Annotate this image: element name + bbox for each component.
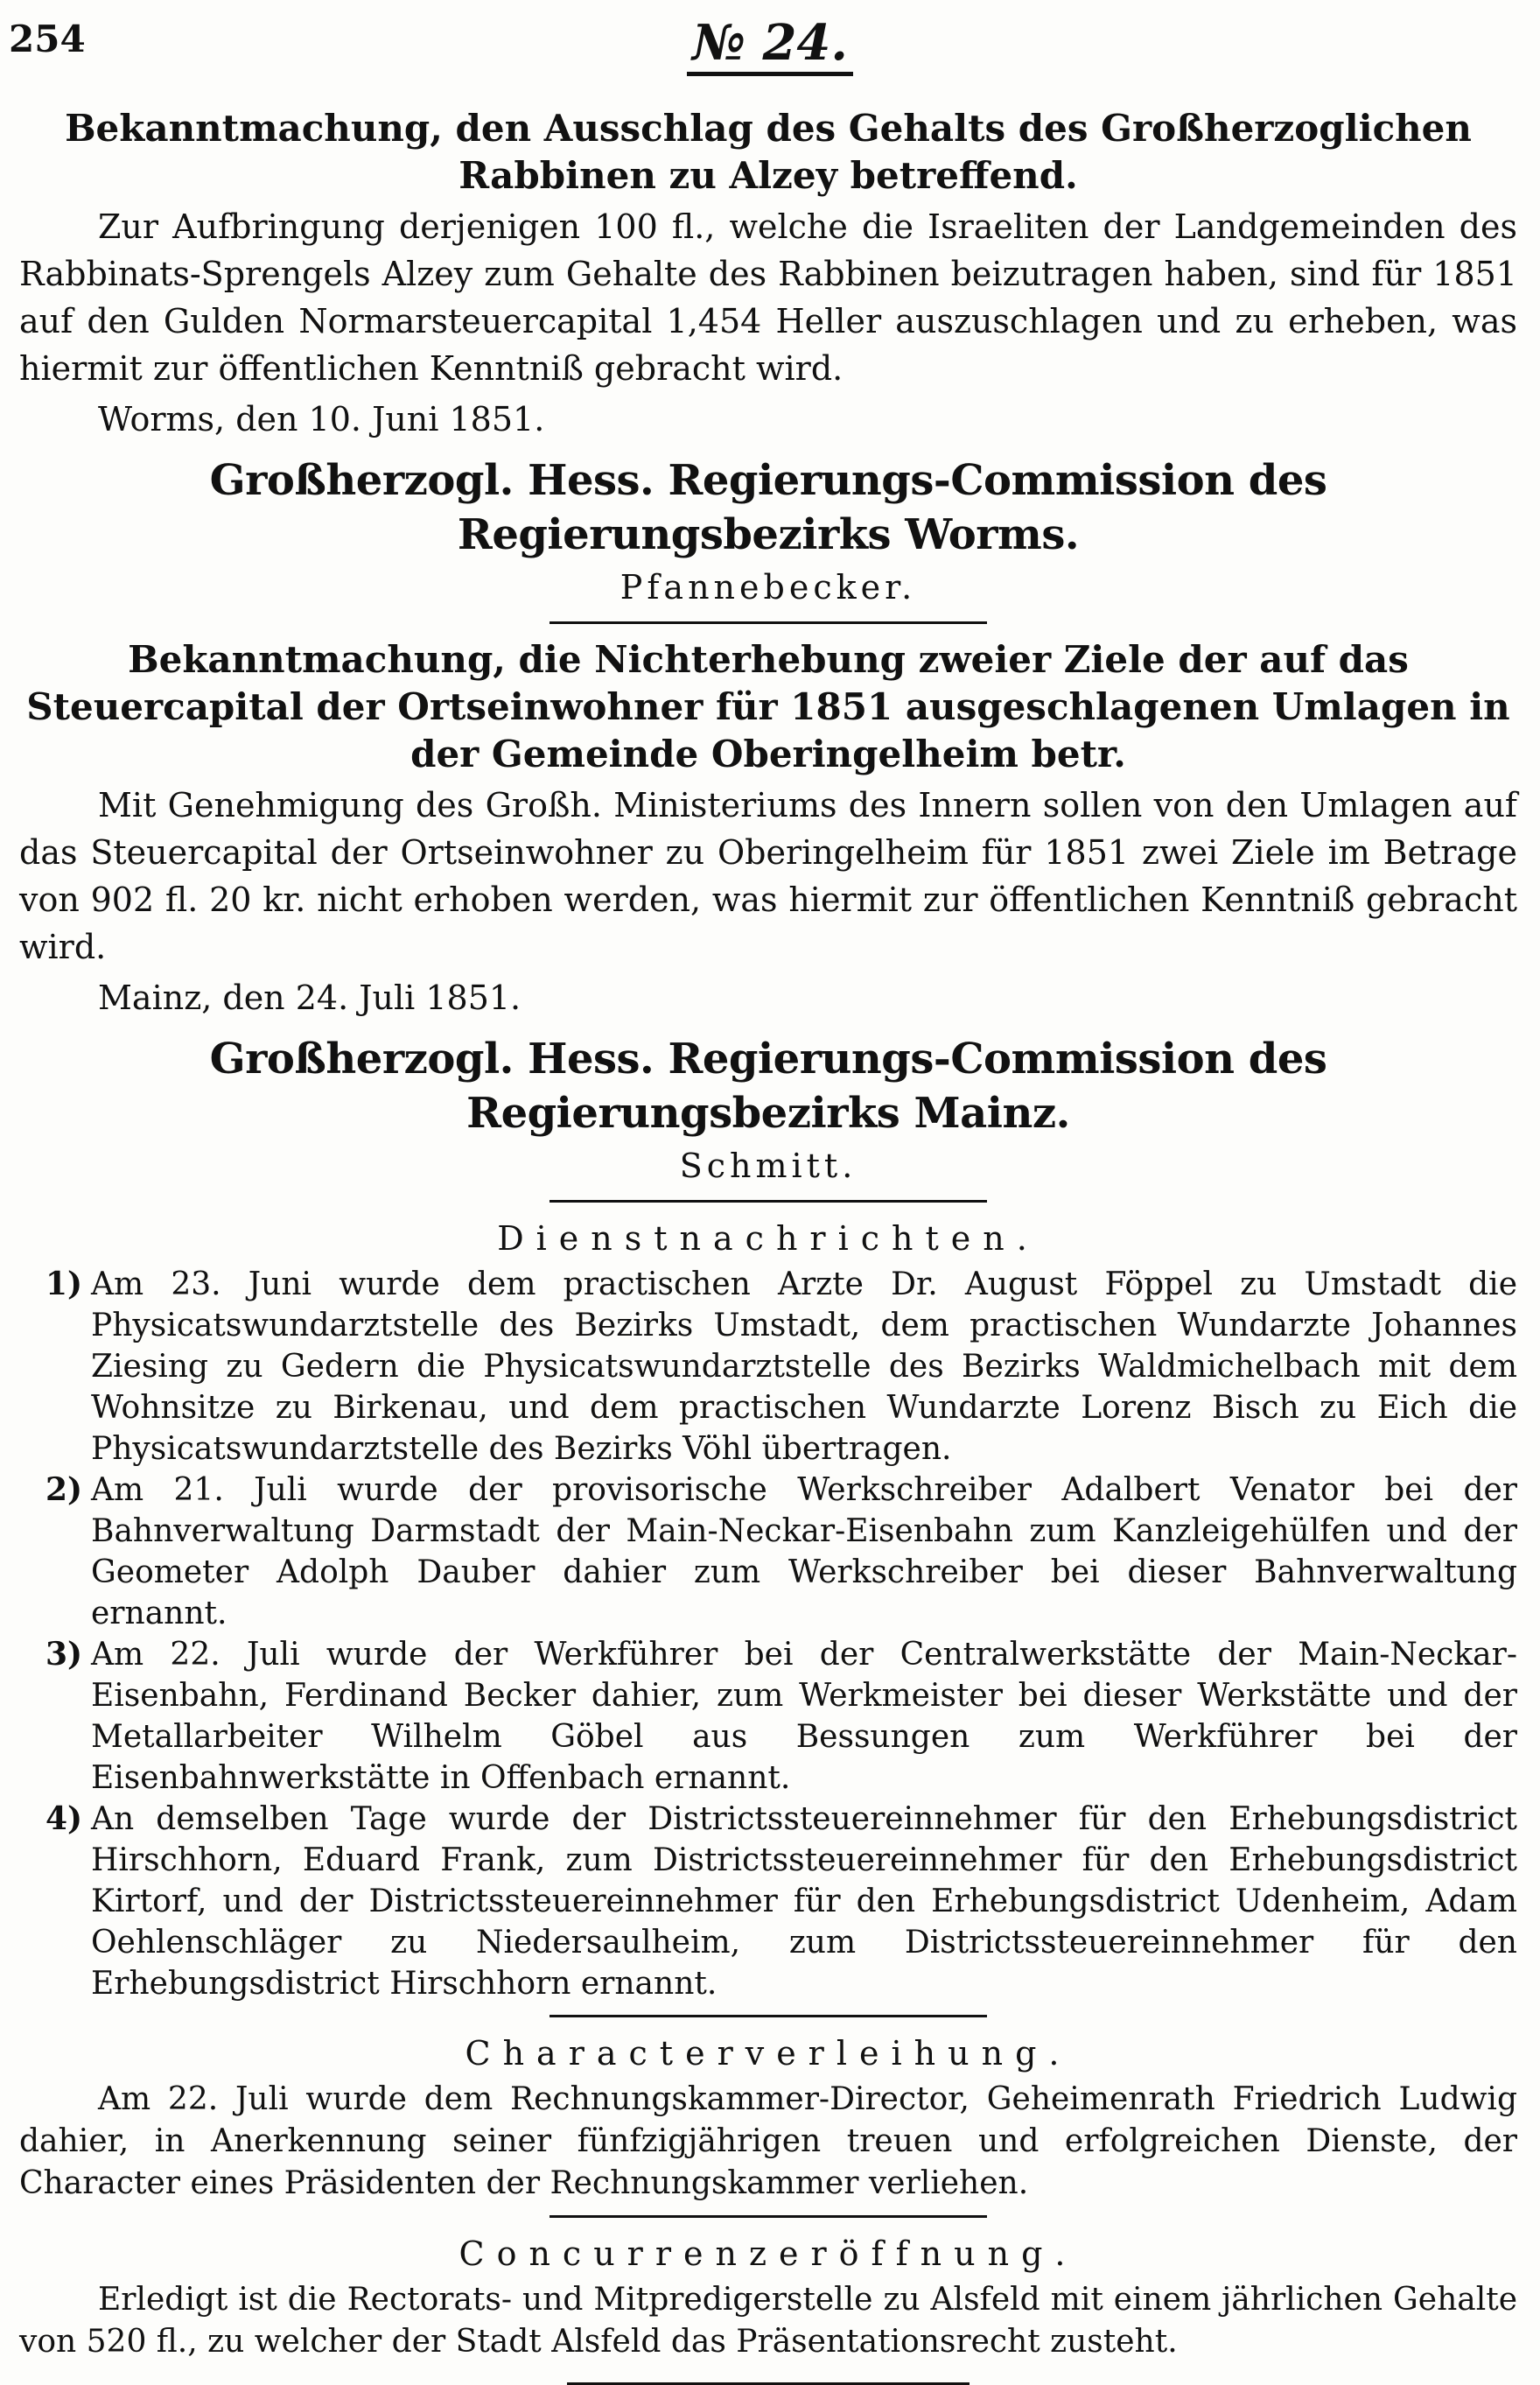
signatory: Schmitt. xyxy=(679,1147,858,1185)
list-item xyxy=(19,1264,1517,1470)
item-text: Am 21. Juli wurde der provisorische Werkschreiber Adalbert Venator bei der Bahnverwaltung Darmstadt der Main-Neckar-Eisenbahn zum Kanzleigehülfen und der Geometer Adolph Dauber dahier zum Werkschreiber bei dieser Bahnverwaltung ernannt. xyxy=(91,1472,1517,1631)
divider xyxy=(550,2015,987,2017)
list-item xyxy=(19,1799,1517,2004)
divider xyxy=(550,2215,987,2218)
divider xyxy=(550,621,987,624)
section-heading: Characterverleihung. xyxy=(465,2034,1072,2073)
item-text: Am 23. Juni wurde dem practischen Arzte Dr. August Föppel zu Umstadt die Physicatswundarztstelle des Bezirks Umstadt, dem practischen Wundarzte Johannes Ziesing zu Gedern die Physicatswundarztstelle des Bezirks Waldmichelbach mit dem Wohnsitze zu Birkenau, und dem practischen Wundarzte Lorenz Bisch zu Eich die Physicatswundarztstelle des Bezirks Vöhl übertragen. xyxy=(91,1266,1517,1467)
notice-title: Bekanntmachung, die Nichterhebung zweier Ziele der auf das Steuercapital der Ortseinwohner für 1851 ausgeschlagenen Umlagen in der Gemeinde Oberingelheim betr. xyxy=(26,638,1510,775)
character-award-section xyxy=(19,2030,1517,2205)
notice-rabbi-salary xyxy=(19,105,1517,611)
item-text: An demselben Tage wurde der Districtssteuereinnehmer für den Erhebungsdistrict Hirschhorn, Eduard Frank, zum Districtssteuereinnehmer für den Erhebungsdistrict Kirtorf, und der Districtssteuereinnehmer für den Erhebungsdistrict Udenheim, Adam Oehlenschläger zu Niedersaulheim, zum Districtssteuereinnehmer für den Erhebungsdistrict Hirschhorn ernannt. xyxy=(91,1801,1517,2002)
signatory: Pfannebecker. xyxy=(620,568,917,607)
issuing-authority: Großherzogl. Hess. Regierungs-Commission des Regierungsbezirks Worms. xyxy=(209,456,1327,559)
section-body: Erledigt ist die Rectorats- und Mitpredigerstelle zu Alsfeld mit einem jährlichen Gehalte von 520 fl., zu welcher der Stadt Alsfeld das Präsentationsrecht zusteht. xyxy=(19,2282,1517,2360)
issue-number-text: № 24. xyxy=(687,14,853,76)
divider xyxy=(550,1200,987,1203)
item-text: Am 22. Juli wurde der Werkführer bei der Centralwerkstätte der Main-Neckar-Eisenbahn, Ferdinand Becker dahier, zum Werkmeister bei dieser Werkstätte und der Metallarbeiter Wilhelm Göbel aus Bessungen zum Werkführer bei der Eisenbahnwerkstätte in Offenbach ernannt. xyxy=(91,1637,1517,1796)
item-number: 4) xyxy=(46,1800,83,1837)
notice-body: Mit Genehmigung des Großh. Ministeriums des Innern sollen von den Umlagen auf das Steuercapital der Ortseinwohner zu Oberingelheim für 1851 zwei Ziele im Betrage von 902 fl. 20 kr. nicht erhoben werden, was hiermit zur öffentlichen Kenntniß gebracht wird. xyxy=(19,786,1517,966)
notice-body: Zur Aufbringung derjenigen 100 fl., welche die Israeliten der Landgemeinden des Rabbinats-Sprengels Alzey zum Gehalte des Rabbinen beizutragen haben, sind für 1851 auf den Gulden Normarsteuercapital 1,454 Heller auszuschlagen und zu erheben, was hiermit zur öffentlichen Kenntniß gebracht wird. xyxy=(19,207,1517,388)
place-date: Mainz, den 24. Juli 1851. xyxy=(98,979,522,1017)
page-content xyxy=(19,105,1517,2385)
list-item xyxy=(19,1470,1517,1634)
notice-oberingelheim xyxy=(19,636,1517,1189)
issue-number xyxy=(0,14,1540,72)
item-number: 3) xyxy=(46,1636,83,1673)
section-heading: Dienstnachrichten. xyxy=(497,1219,1040,1258)
competition-section xyxy=(19,2230,1517,2363)
section-heading: Concurrenzeröffnung. xyxy=(458,2234,1078,2273)
issuing-authority: Großherzogl. Hess. Regierungs-Commission des Regierungsbezirks Mainz. xyxy=(209,1035,1327,1138)
list-item xyxy=(19,1634,1517,1799)
page-number: 254 xyxy=(9,18,86,60)
service-news-section xyxy=(19,1215,1517,2004)
item-number: 1) xyxy=(46,1266,83,1302)
item-number: 2) xyxy=(46,1471,83,1508)
notice-title: Bekanntmachung, den Ausschlag des Gehalts des Großherzoglichen Rabbinen zu Alzey betreffend. xyxy=(65,107,1472,197)
place-date: Worms, den 10. Juni 1851. xyxy=(98,400,545,438)
section-body: Am 22. Juli wurde dem Rechnungskammer-Director, Geheimenrath Friedrich Ludwig dahier, in Anerkennung seiner fünfzigjährigen treuen und erfolgreichen Dienste, der Character eines Präsidenten der Rechnungskammer verliehen. xyxy=(19,2081,1517,2201)
